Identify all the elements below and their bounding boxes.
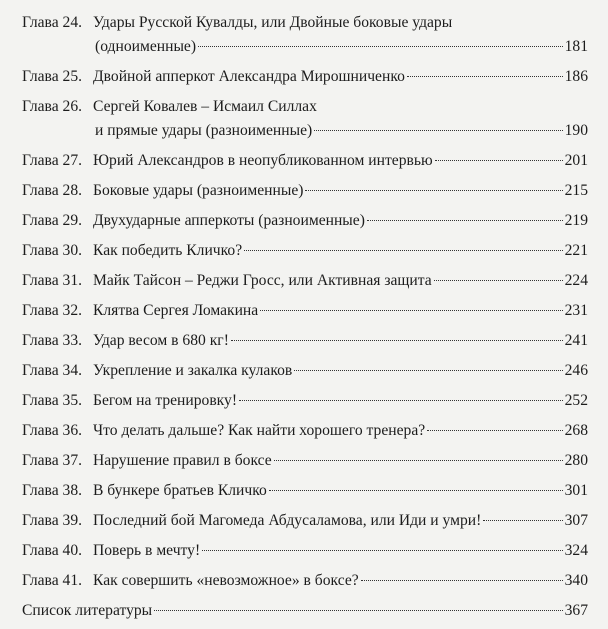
toc-entry-line — [22, 149, 588, 173]
chapter-number: Глава 25. — [22, 68, 83, 85]
toc-entry-line — [22, 569, 588, 593]
chapter-number: Глава 38. — [22, 482, 83, 499]
chapter-title: Удары Русской Кувалды, или Двойные боковые удары — [93, 14, 453, 31]
chapter-number: Глава 41. — [22, 572, 83, 589]
toc-entry — [22, 269, 588, 293]
page-number: 307 — [564, 512, 588, 529]
bibliography-title: Список литературы — [22, 602, 153, 619]
toc-entry — [22, 479, 588, 503]
toc-entry-line — [22, 119, 588, 143]
toc-entry — [22, 11, 588, 59]
dot-leader — [244, 250, 562, 251]
dot-leader — [361, 580, 563, 581]
toc-entry-line — [22, 389, 588, 413]
bibliography-entry — [22, 599, 588, 623]
toc-entry — [22, 359, 588, 383]
toc-entry-line — [22, 95, 588, 119]
toc-entry-line — [22, 329, 588, 353]
toc-entry-line — [22, 239, 588, 263]
page-number: 221 — [564, 242, 588, 259]
dot-leader — [202, 550, 562, 551]
dot-leader — [294, 370, 562, 371]
chapter-number: Глава 27. — [22, 152, 83, 169]
chapter-number: Глава 40. — [22, 542, 83, 559]
chapter-title: Как совершить «невозможное» в боксе? — [93, 572, 359, 589]
page-number: 219 — [564, 212, 588, 229]
page-number: 181 — [564, 38, 588, 55]
chapter-number: Глава 37. — [22, 452, 83, 469]
toc-entry-line — [22, 209, 588, 233]
toc-entry-line — [22, 419, 588, 443]
toc-entry-line — [22, 299, 588, 323]
chapter-number: Глава 26. — [22, 98, 83, 115]
page-number: 280 — [564, 452, 588, 469]
chapter-title: Как победить Кличко? — [93, 242, 243, 259]
table-of-contents — [22, 11, 588, 629]
page-number: 241 — [564, 332, 588, 349]
dot-leader — [367, 220, 563, 221]
toc-entry-line — [22, 599, 588, 623]
chapter-number: Глава 29. — [22, 212, 83, 229]
chapter-title: (одноименные) — [95, 38, 197, 55]
toc-entry-line — [22, 479, 588, 503]
chapter-number: Глава 34. — [22, 362, 83, 379]
chapter-number: Глава 36. — [22, 422, 83, 439]
chapter-title: Юрий Александров в неопубликованном интервью — [93, 152, 433, 169]
chapter-title: Боковые удары (разноименные) — [93, 182, 304, 199]
toc-entry — [22, 65, 588, 89]
dot-leader — [154, 610, 562, 611]
dot-leader — [231, 340, 563, 341]
chapter-title: Поверь в мечту! — [93, 542, 201, 559]
chapter-title: Двойной апперкот Александра Мирошниченко — [93, 68, 405, 85]
dot-leader — [427, 430, 562, 431]
dot-leader — [407, 76, 563, 77]
chapter-title: В бункере братьев Кличко — [93, 482, 267, 499]
chapter-number: Глава 31. — [22, 272, 83, 289]
chapter-title: Сергей Ковалев – Исмаил Силлах — [93, 98, 317, 115]
chapter-number: Глава 28. — [22, 182, 83, 199]
dot-leader — [239, 400, 563, 401]
dot-leader — [483, 520, 562, 521]
toc-entry-line — [22, 65, 588, 89]
page-number: 231 — [564, 302, 588, 319]
dot-leader — [260, 310, 562, 311]
chapter-title: Что делать дальше? Как найти хорошего тренера? — [93, 422, 426, 439]
page-number: 215 — [564, 182, 588, 199]
chapter-title: Укрепление и закалка кулаков — [93, 362, 293, 379]
chapter-number: Глава 30. — [22, 242, 83, 259]
toc-entry — [22, 569, 588, 593]
toc-entry-line — [22, 509, 588, 533]
chapter-number: Глава 39. — [22, 512, 83, 529]
toc-entry — [22, 239, 588, 263]
toc-entry — [22, 209, 588, 233]
page-number: 246 — [564, 362, 588, 379]
page-number: 367 — [564, 602, 588, 619]
page-number: 268 — [564, 422, 588, 439]
toc-entry-line — [22, 179, 588, 203]
toc-entry-line — [22, 449, 588, 473]
page-number: 301 — [564, 482, 588, 499]
chapter-title: Клятва Сергея Ломакина — [93, 302, 259, 319]
toc-entry-line — [22, 35, 588, 59]
page-number: 340 — [564, 572, 588, 589]
page-number: 201 — [564, 152, 588, 169]
dot-leader — [434, 280, 563, 281]
toc-entry — [22, 299, 588, 323]
toc-entry — [22, 419, 588, 443]
chapter-title: Последний бой Магомеда Абдусаламова, или Иди и умри! — [93, 512, 482, 529]
chapter-number: Глава 32. — [22, 302, 83, 319]
chapter-title: и прямые удары (разноименные) — [95, 122, 313, 139]
page-number: 186 — [564, 68, 588, 85]
page-number: 324 — [564, 542, 588, 559]
dot-leader — [198, 46, 563, 47]
dot-leader — [314, 130, 562, 131]
chapter-title: Двухударные апперкоты (разноименные) — [93, 212, 365, 229]
toc-entry — [22, 449, 588, 473]
chapter-number: Глава 24. — [22, 14, 83, 31]
page-number: 252 — [564, 392, 588, 409]
toc-entry-line — [22, 269, 588, 293]
page-number: 224 — [564, 272, 588, 289]
toc-entry — [22, 149, 588, 173]
chapter-title: Удар весом в 680 кг! — [93, 332, 229, 349]
toc-entry-line — [22, 359, 588, 383]
toc-entry — [22, 509, 588, 533]
toc-entry-line — [22, 11, 588, 35]
dot-leader — [274, 460, 563, 461]
dot-leader — [435, 160, 563, 161]
page-number: 190 — [564, 122, 588, 139]
toc-entry — [22, 389, 588, 413]
toc-entry — [22, 539, 588, 563]
toc-entry — [22, 329, 588, 353]
chapter-title: Нарушение правил в боксе — [93, 452, 272, 469]
toc-entry — [22, 179, 588, 203]
chapter-number: Глава 33. — [22, 332, 83, 349]
dot-leader — [305, 190, 562, 191]
chapter-title: Майк Тайсон – Реджи Гросс, или Активная защита — [93, 272, 432, 289]
chapter-title: Бегом на тренировку! — [93, 392, 238, 409]
dot-leader — [269, 490, 563, 491]
toc-entry-line — [22, 539, 588, 563]
toc-entry — [22, 95, 588, 143]
chapter-number: Глава 35. — [22, 392, 83, 409]
